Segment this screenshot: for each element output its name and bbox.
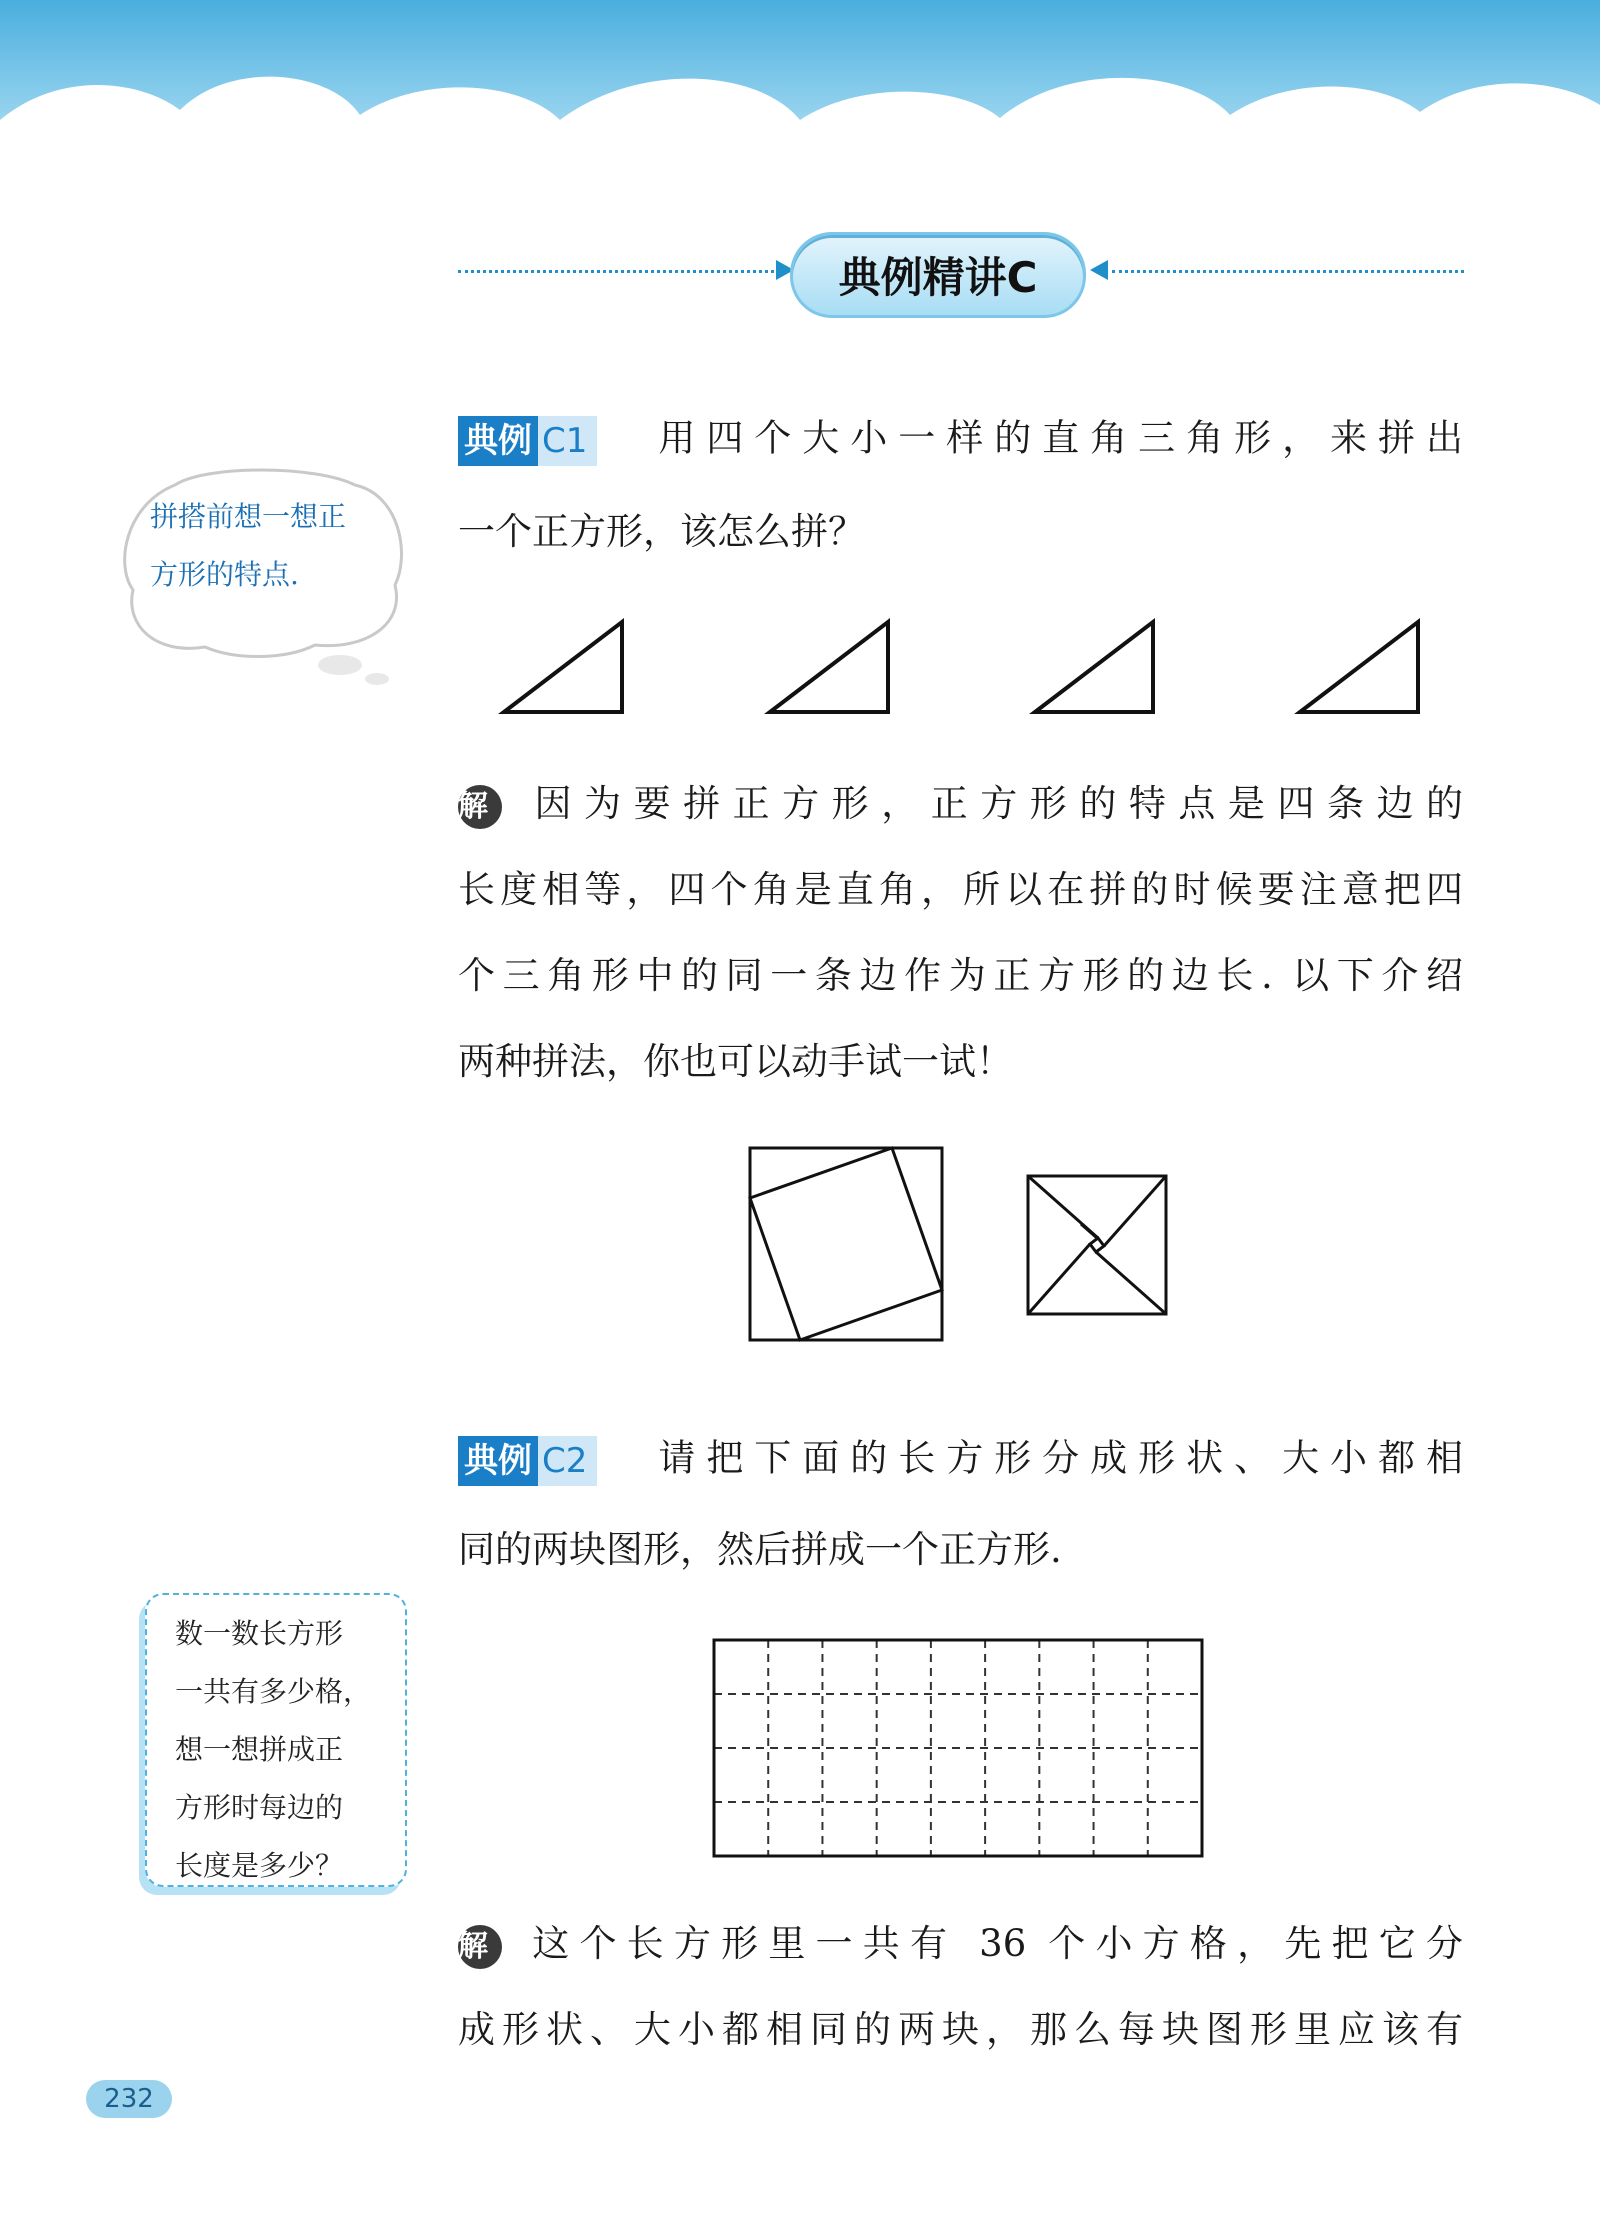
example1-solution-line-2: 长度相等，四个角是直角，所以在拼的时候要注意把四 <box>458 868 1463 911</box>
square-arrangement-1 <box>750 1148 942 1340</box>
right-triangle-1 <box>504 622 622 712</box>
right-triangle-4 <box>1300 622 1418 712</box>
header-rule-right <box>1112 270 1464 273</box>
header-sky-banner <box>0 0 1600 200</box>
section-title: 典例精讲C <box>790 232 1086 318</box>
example2-problem-line-1: 典例 C2 请把下面的长方形分成形状、大小都相 <box>458 1436 1463 1486</box>
page-number: 232 <box>86 2080 172 2118</box>
square-arrangements-figure <box>740 1140 1180 1350</box>
arrow-left-icon <box>1090 260 1108 280</box>
example1-solution-line-1: 解 因为要拼正方形，正方形的特点是四条边的 <box>458 782 1463 829</box>
example2-hint: 数一数长方形 一共有多少格， 想一想拼成正 方形时每边的 长度是多少？ <box>175 1617 372 1882</box>
example1-solution-line-3: 个三角形中的同一条边作为正方形的边长. 以下介绍 <box>458 954 1463 997</box>
square-arrangement-2 <box>1028 1176 1166 1314</box>
example2-solution-line-1: 解 这个长方形里一共有 36 个小方格，先把它分 <box>458 1922 1463 1969</box>
example1-tag: 典例 C1 <box>458 416 597 466</box>
example1-problem-line-2: 一个正方形，该怎么拼？ <box>458 510 865 553</box>
example2-solution-line-2: 成形状、大小都相同的两块，那么每块图形里应该有 <box>458 2008 1463 2051</box>
solution-badge: 解 <box>458 1925 502 1969</box>
example2-tag: 典例 C2 <box>458 1436 597 1486</box>
example1-problem-line-1: 典例 C1 用四个大小一样的直角三角形，来拼出 <box>458 416 1463 466</box>
solution-badge: 解 <box>458 785 502 829</box>
example1-solution-line-4: 两种拼法，你也可以动手试一试！ <box>458 1040 1013 1083</box>
right-triangle-2 <box>770 622 888 712</box>
four-triangles-figure <box>480 600 1440 720</box>
right-triangle-3 <box>1035 622 1153 712</box>
example2-problem-line-2: 同的两块图形，然后拼成一个正方形. <box>458 1528 1062 1571</box>
rectangle-grid-figure <box>710 1636 1206 1860</box>
header-rule-left <box>458 270 780 273</box>
example1-hint: 拼搭前想一想正 方形的特点. <box>150 500 347 591</box>
